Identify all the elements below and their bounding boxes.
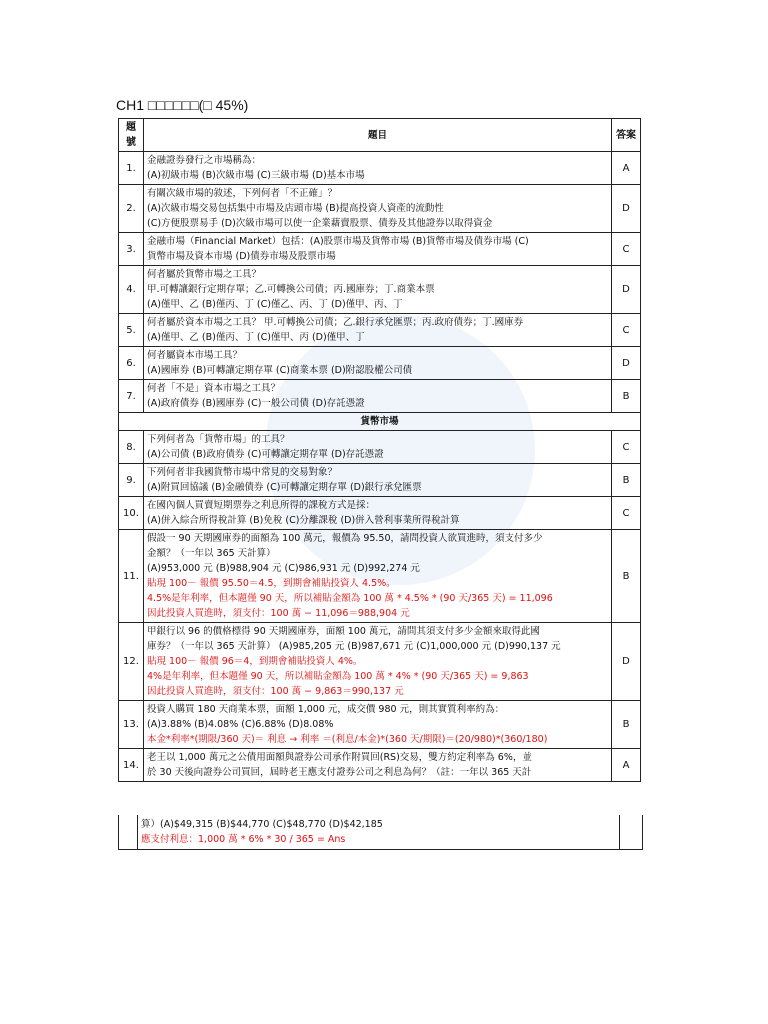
question-line: (A)次級市場交易包括集中市場及店頭市場 (B)提高投資人資產的流動性 <box>147 203 444 214</box>
question-row <box>119 314 641 347</box>
question-row <box>119 266 641 314</box>
section-title: 貨幣市場 <box>119 413 641 431</box>
question-line: (A)僅甲、乙 (B)僅丙、丁 (C)僅乙、丙、丁 (D)僅甲、丙、丁 <box>147 299 403 310</box>
answer-cell: D <box>612 266 641 314</box>
solution-line: 因此投資人買進時，須支付：100 萬 − 11,096＝988,904 元 <box>147 608 410 619</box>
answer-cell: B <box>612 530 641 623</box>
header-question: 題目 <box>144 119 612 152</box>
question-text <box>144 701 612 749</box>
question-text <box>144 152 612 185</box>
question-line: 投資人購買 180 天商業本票，面額 1,000 元，成交價 980 元，則其實質利率約為： <box>147 704 505 715</box>
question-line: (A)併入綜合所得稅計算 (B)免稅 (C)分離課稅 (D)併入營利事業所得稅計算 <box>147 515 460 526</box>
question-row <box>119 701 641 749</box>
question-line: (A)附買回協議 (B)金融債券 (C)可轉讓定期存單 (D)銀行承兌匯票 <box>147 482 422 493</box>
answer-cell: B <box>612 464 641 497</box>
answer-cell: C <box>612 233 641 266</box>
question-text <box>144 233 612 266</box>
question-line: 下列何者非我國貨幣市場中常見的交易對象？ <box>147 467 338 478</box>
question-row <box>119 497 641 530</box>
answer-cell: D <box>612 623 641 701</box>
question-line: 何者屬於貨幣市場之工具？ <box>147 269 262 280</box>
solution-line: 貼現 100－ 報價 96＝4，到期會補貼投資人 4%。 <box>147 656 363 667</box>
question-row <box>119 749 641 782</box>
question-number: 13. <box>119 701 144 749</box>
question-line: 下列何者為「貨幣市場」的工具？ <box>147 434 290 445</box>
question-row <box>119 185 641 233</box>
solution-line: 4.5%是年利率，但本題僅 90 天，所以補貼金額為 100 萬 * 4.5% * (90 天/365 天) = 11,096 <box>147 593 553 604</box>
question-line: 老王以 1,000 萬元之公債用面額與證券公司承作附買回(RS)交易，雙方約定利率為 6%，並 <box>147 752 532 763</box>
question-number: 6. <box>119 347 144 380</box>
question-text <box>144 185 612 233</box>
solution-line: 應支付利息：1,000 萬 * 6% * 30 / 365 = Ans <box>141 834 346 845</box>
question-line: (A)政府債券 (B)國庫券 (C)一般公司債 (D)存託憑證 <box>147 398 365 409</box>
question-line: 何者屬資本市場工具？ <box>147 350 243 361</box>
solution-line: 因此投資人買進時，須支付：100 萬 − 9,863＝990,137 元 <box>147 686 404 697</box>
question-number: 5. <box>119 314 144 347</box>
answer-cell: A <box>612 749 641 782</box>
question-line: (A)國庫券 (B)可轉讓定期存單 (C)商業本票 (D)附認股權公司債 <box>147 365 413 376</box>
question-text <box>144 314 612 347</box>
section-row <box>119 413 641 431</box>
question-number: 11. <box>119 530 144 623</box>
question-row <box>119 233 641 266</box>
question-text <box>144 497 612 530</box>
answer-cell: D <box>612 185 641 233</box>
continued-table-page2 <box>118 815 643 850</box>
question-row <box>119 431 641 464</box>
header-answer: 答案 <box>612 119 641 152</box>
question-line: 甲.可轉讓銀行定期存單；乙.可轉換公司債；丙.國庫券；丁.商業本票 <box>147 284 435 295</box>
question-text <box>144 749 612 782</box>
question-line: 有關次級市場的敘述，下列何者「不正確」？ <box>147 188 338 199</box>
question-text <box>144 464 612 497</box>
question-line: (A)953,000 元 (B)988,904 元 (C)986,931 元 (D)992,274 元 <box>147 563 420 574</box>
question-text <box>144 530 612 623</box>
question-text <box>144 380 612 413</box>
question-line: 假設一 90 天期國庫券的面額為 100 萬元，報價為 95.50，請問投資人欲買進時，須支付多少 <box>147 533 543 544</box>
header-no: 題號 <box>119 119 144 152</box>
question-table-page1 <box>118 118 641 782</box>
question-number: 3. <box>119 233 144 266</box>
question-line: 金融市場（Financial Market）包括：(A)股票市場及貨幣市場 (B)貨幣市場及債券市場 (C) <box>147 236 529 247</box>
answer-cell: B <box>612 380 641 413</box>
question-number: 1. <box>119 152 144 185</box>
question-line: 何者「不是」資本市場之工具？ <box>147 383 281 394</box>
question-row <box>119 380 641 413</box>
table-header-row <box>119 119 641 152</box>
answer-cell: C <box>612 497 641 530</box>
question-line: 何者屬於資本市場之工具？ 甲.可轉換公司債；乙.銀行承兌匯票；丙.政府債券；丁.國庫券 <box>147 317 524 328</box>
solution-line: 本金*利率*(期限/360 天)＝ 利息 → 利率 ＝(利息/本金)*(360 天/期限)＝(20/980)*(360/180) <box>147 734 548 745</box>
question-number: 7. <box>119 380 144 413</box>
question-line: 庫券？（一年以 365 天計算） (A)985,205 元 (B)987,671 元 (C)1,000,000 元 (D)990,137 元 <box>147 641 561 652</box>
question-line: 貨幣市場及資本市場 (D)債券市場及股票市場 <box>147 251 336 262</box>
solution-line: 貼現 100－ 報價 95.50＝4.5，到期會補貼投資人 4.5%。 <box>147 578 396 589</box>
question-line: (C)方便股票易手 (D)次級市場可以使一企業藉賣股票、債券及其他證券以取得資金 <box>147 218 493 229</box>
continued-question-cell <box>137 815 620 849</box>
question-number: 8. <box>119 431 144 464</box>
question-line: (A)初級市場 (B)次級市場 (C)三級市場 (D)基本市場 <box>147 170 365 181</box>
question-number: 9. <box>119 464 144 497</box>
question-line: 金融證券發行之市場稱為： <box>147 155 262 166</box>
question-line: (A)3.88% (B)4.08% (C)6.88% (D)8.08% <box>147 719 334 730</box>
question-row <box>119 530 641 623</box>
question-text <box>144 347 612 380</box>
answer-cell: C <box>612 431 641 464</box>
question-row <box>119 464 641 497</box>
page-heading: CH1 □□□□□□(□ 45%) <box>116 97 249 113</box>
answer-cell: B <box>612 701 641 749</box>
question-number: 4. <box>119 266 144 314</box>
question-line: 於 30 天後向證券公司買回，屆時老王應支付證券公司之利息為何？（註：一年以 365 天計 <box>147 767 532 778</box>
question-line: (A)僅甲、乙 (B)僅丙、丁 (C)僅甲、丙 (D)僅甲、丁 <box>147 332 365 343</box>
answer-cell: A <box>612 152 641 185</box>
question-text <box>144 623 612 701</box>
question-line: 算）(A)$49,315 (B)$44,770 (C)$48,770 (D)$42,185 <box>141 819 383 830</box>
question-number: 12. <box>119 623 144 701</box>
question-row <box>119 347 641 380</box>
answer-cell: D <box>612 347 641 380</box>
question-line: 金額？（一年以 365 天計算） <box>147 548 276 559</box>
question-line: 在國內個人買賣短期票券之利息所得的課稅方式是採： <box>147 500 376 511</box>
question-line: 甲銀行以 96 的價格標得 90 天期國庫券，面額 100 萬元，請問其須支付多少金額來取得此國 <box>147 626 540 637</box>
solution-line: 4%是年利率，但本題僅 90 天，所以補貼金額為 100 萬 * 4% * (90 天/365 天) = 9,863 <box>147 671 529 682</box>
table-body <box>119 152 641 782</box>
question-number: 2. <box>119 185 144 233</box>
question-text <box>144 431 612 464</box>
question-number: 14. <box>119 749 144 782</box>
question-line: (A)公司債 (B)政府債券 (C)可轉讓定期存單 (D)存託憑證 <box>147 449 384 460</box>
question-text <box>144 266 612 314</box>
question-row <box>119 623 641 701</box>
question-row <box>119 152 641 185</box>
question-number: 10. <box>119 497 144 530</box>
answer-cell: C <box>612 314 641 347</box>
